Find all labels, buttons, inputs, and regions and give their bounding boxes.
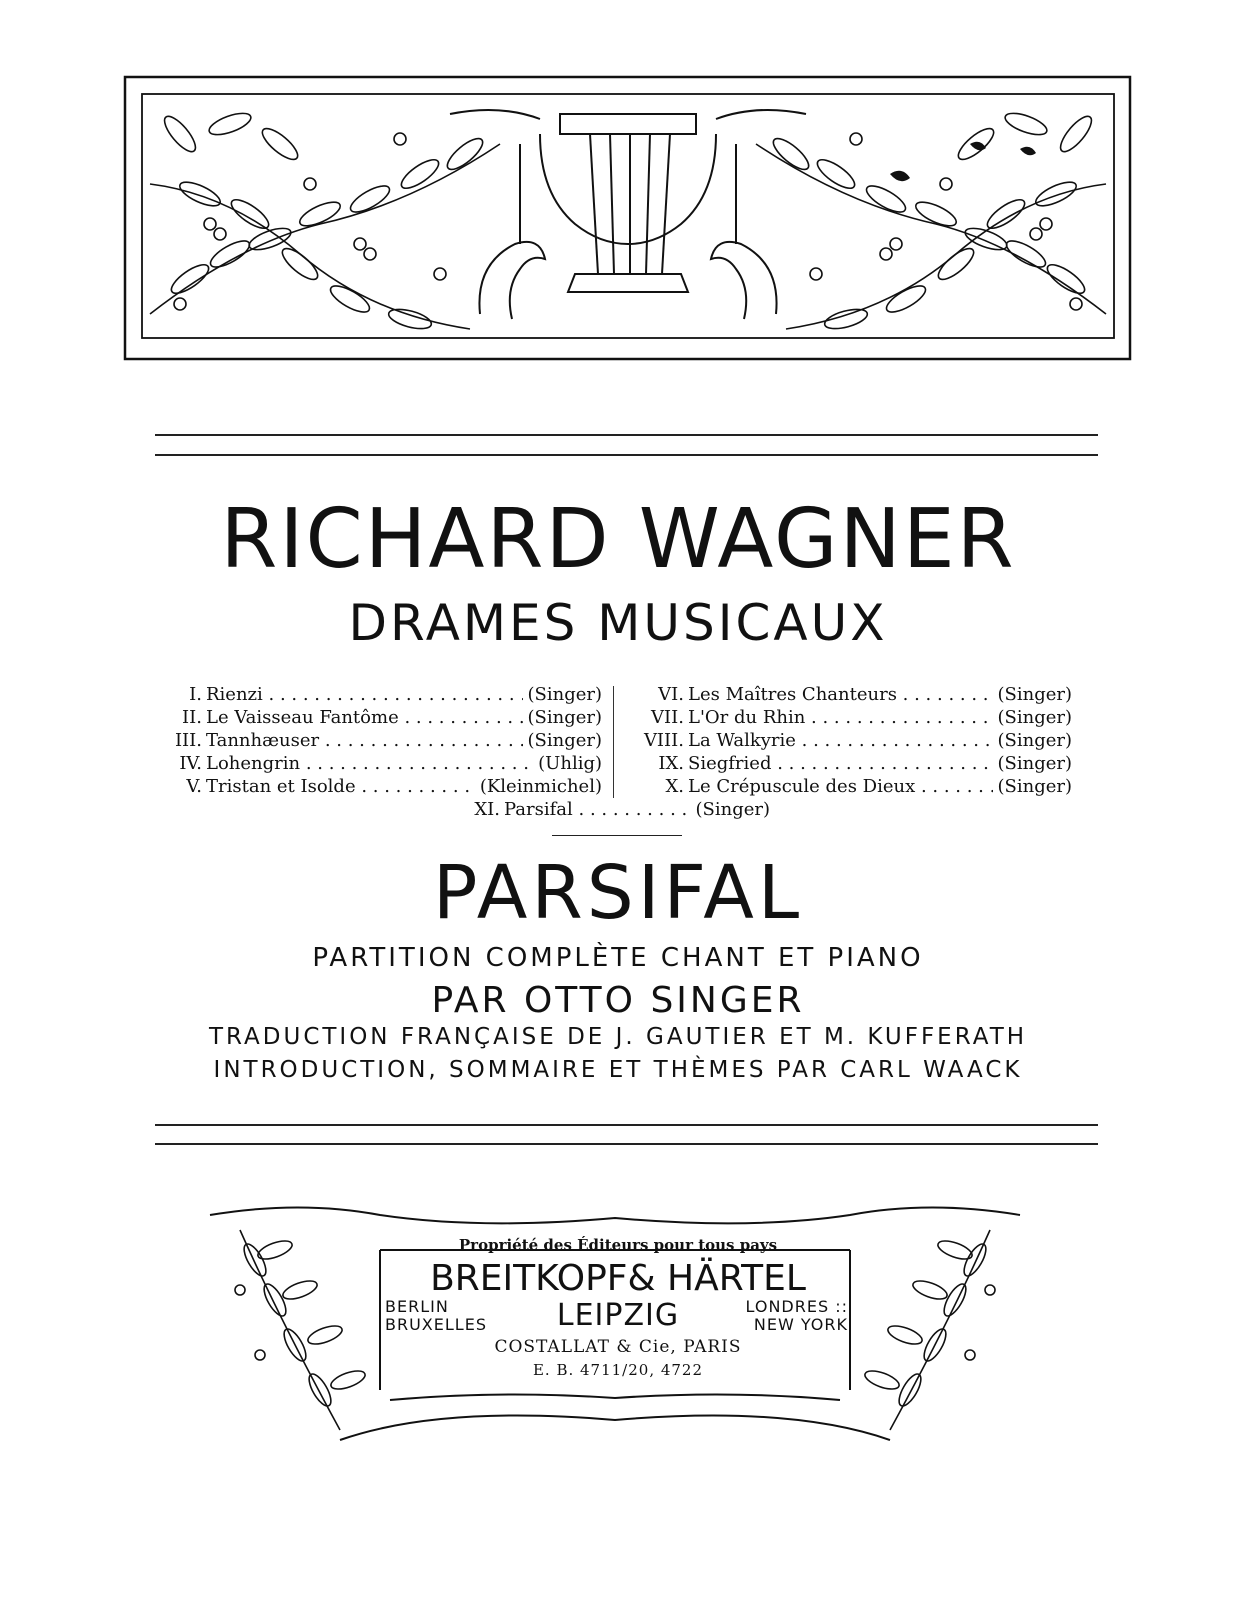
works-list-right: [626, 683, 1072, 798]
bottom-rule-1: [155, 1124, 1098, 1126]
publisher-agent: COSTALLAT & Cie, PARIS: [494, 1337, 742, 1357]
top-rule-2: [155, 454, 1098, 456]
swan-left-icon: [479, 242, 545, 319]
series-title: DRAMES MUSICAUX: [348, 594, 888, 652]
work-row: IX. Siegfried . . . (Singer): [626, 752, 1072, 775]
work-row: I. Rienzi . . . (Singer): [160, 683, 602, 706]
work-row: II. Le Vaisseau Fantôme . . . (Singer): [160, 706, 602, 729]
laurel-right-icon: [756, 109, 1106, 332]
swan-right-icon: [711, 242, 777, 319]
composer-name: RICHARD WAGNER: [220, 492, 1016, 587]
short-rule: [552, 835, 682, 836]
top-rule-1: [155, 434, 1098, 436]
bottom-rule-2: [155, 1143, 1098, 1145]
work-row: X. Le Crépuscule des Dieux . . . (Singer): [626, 775, 1072, 798]
works-divider: [613, 686, 614, 798]
publisher-city-left: BERLIN BRUXELLES: [385, 1297, 487, 1334]
header-ornament: [120, 74, 1136, 364]
publisher-name: BREITKOPF& HÄRTEL: [430, 1258, 806, 1299]
translation-line: TRADUCTION FRANÇAISE DE J. GAUTIER ET M. KUFFERATH: [208, 1024, 1028, 1050]
publisher-city-main: LEIPZIG: [556, 1298, 680, 1333]
work-row: VII. L'Or du Rhin . . . (Singer): [626, 706, 1072, 729]
plate-number: E. B. 4711/20, 4722: [532, 1361, 704, 1379]
work-row: III. Tannhæuser . . . (Singer): [160, 729, 602, 752]
works-list-left: [160, 683, 602, 798]
work-row: V. Tristan et Isolde . . . (Kleinmichel): [160, 775, 602, 798]
edition-subtitle: PARTITION COMPLÈTE CHANT ET PIANO: [312, 943, 924, 973]
work-title: PARSIFAL: [432, 850, 804, 936]
works-center: [460, 798, 770, 821]
laurel-left-icon: [150, 109, 500, 332]
lyre-icon: [450, 110, 806, 292]
work-row: IV. Lohengrin . . . (Uhlig): [160, 752, 602, 775]
work-row: VIII. La Walkyrie . . . (Singer): [626, 729, 1072, 752]
publisher-rights: Propriété des Éditeurs pour tous pays: [458, 1236, 778, 1254]
publisher-city-right: LONDRES :: NEW YORK: [745, 1297, 848, 1334]
introduction-line: INTRODUCTION, SOMMAIRE ET THÈMES PAR CARL WAACK: [213, 1057, 1023, 1083]
work-row: XI. Parsifal . . . (Singer): [460, 798, 770, 821]
arranger-line: PAR OTTO SINGER: [431, 980, 805, 1021]
work-row: VI. Les Maîtres Chanteurs . . . (Singer): [626, 683, 1072, 706]
